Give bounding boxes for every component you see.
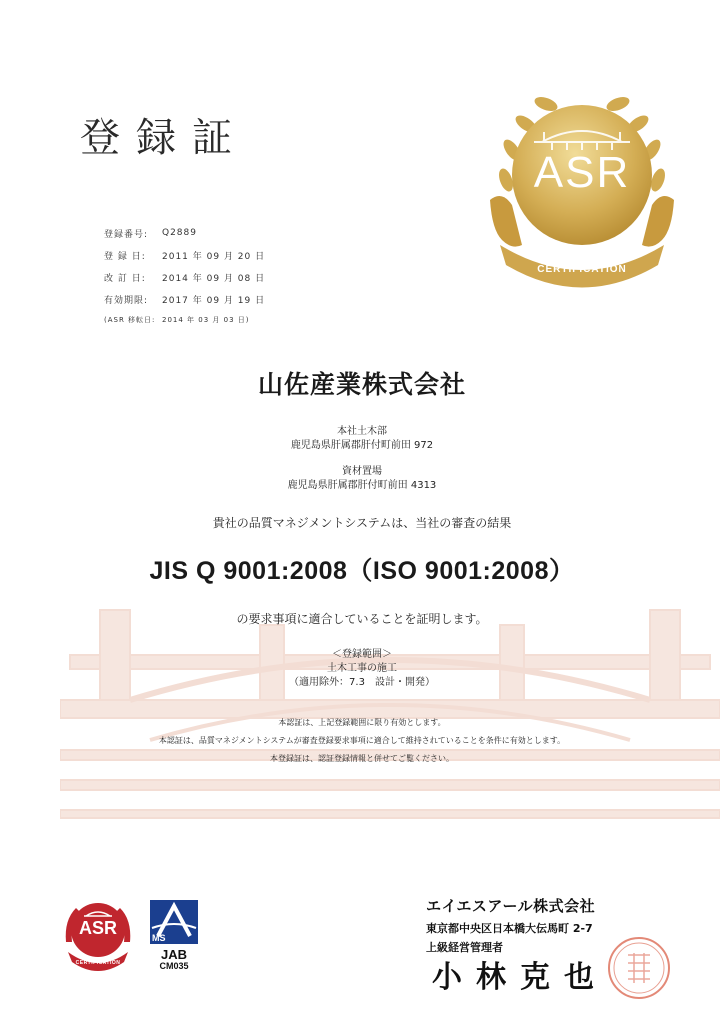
registration-date-label: 登 録 日: <box>104 251 146 262</box>
site-material-yard <box>0 465 724 493</box>
transfer-date-row <box>104 312 265 328</box>
scope-exclusion: （適用除外：7.3 設計・開発） <box>289 677 435 688</box>
site-address: 鹿児島県肝属郡肝付町前田 972 <box>290 440 434 451</box>
asr-logo-text: ASR <box>78 918 117 938</box>
site-name: 本社土木部 <box>337 426 387 437</box>
scope-activity: 土木工事の施工 <box>327 663 397 674</box>
revision-date-label: 改 訂 日: <box>104 273 146 284</box>
transfer-date-value: 2014 年 03 月 03 日) <box>162 316 250 324</box>
note-line: 本認証は、品質マネジメントシステムが審査登録要求事項に適合して維持されていることを条件に有効とします。 <box>158 736 566 745</box>
certification-statement-intro: 貴社の品質マネジメントシステムは、当社の審査の結果 <box>212 516 512 530</box>
registration-date-row <box>104 244 265 266</box>
registration-date-value: 2011 年 09 月 20 日 <box>162 251 266 262</box>
expiry-date-label: 有効期限: <box>104 295 149 306</box>
scope-heading: ＜登録範囲＞ <box>332 649 392 660</box>
jab-text <box>148 948 200 971</box>
site-head-office <box>0 425 724 453</box>
transfer-date-label: (ASR 移転日: <box>104 316 156 324</box>
seal-ribbon-text: CERTIFICATION <box>537 264 627 275</box>
certificate-notes <box>0 714 724 768</box>
registration-number-value: Q2889 <box>162 228 197 238</box>
issuer-role: 上級経営管理者 <box>426 941 503 954</box>
company-name: 山佐産業株式会社 <box>257 370 466 399</box>
revision-date-value: 2014 年 09 月 08 日 <box>162 273 266 284</box>
certified-standard: JIS Q 9001:2008（ISO 9001:2008） <box>149 557 575 585</box>
issuer-block <box>426 895 595 955</box>
asr-logo-ribbon: CERTIFICATION <box>75 960 121 966</box>
handwritten-signature: 小林克也 <box>432 960 608 995</box>
registration-info <box>104 222 265 328</box>
registration-number-label: 登録番号: <box>104 229 149 240</box>
issuer-address: 東京都中央区日本橋大伝馬町 2-7 <box>426 922 593 935</box>
certification-statement-conclusion: の要求事項に適合していることを証明します。 <box>236 612 488 626</box>
jab-code: CM035 <box>159 961 189 971</box>
registration-scope <box>0 648 724 690</box>
issuer-name: エイエスアール株式会社 <box>426 897 596 915</box>
registration-number-row <box>104 222 265 244</box>
expiry-date-row <box>104 288 265 310</box>
jab-name: JAB <box>160 947 187 962</box>
site-address: 鹿児島県肝属郡肝付町前田 4313 <box>287 480 437 491</box>
expiry-date-value: 2017 年 09 月 19 日 <box>162 295 266 306</box>
certificate-title: 登録証 <box>80 115 248 161</box>
note-line: 本認証は、上記登録範囲に限り有効とします。 <box>278 718 446 727</box>
revision-date-row <box>104 266 265 288</box>
note-line: 本登録証は、認証登録情報と併せてご覧ください。 <box>270 754 454 763</box>
site-name: 資材置場 <box>342 466 382 477</box>
company-seal-stamp <box>606 935 672 1001</box>
seal-asr-text: ASR <box>533 148 631 197</box>
jab-ms-mark: MS <box>152 933 166 943</box>
